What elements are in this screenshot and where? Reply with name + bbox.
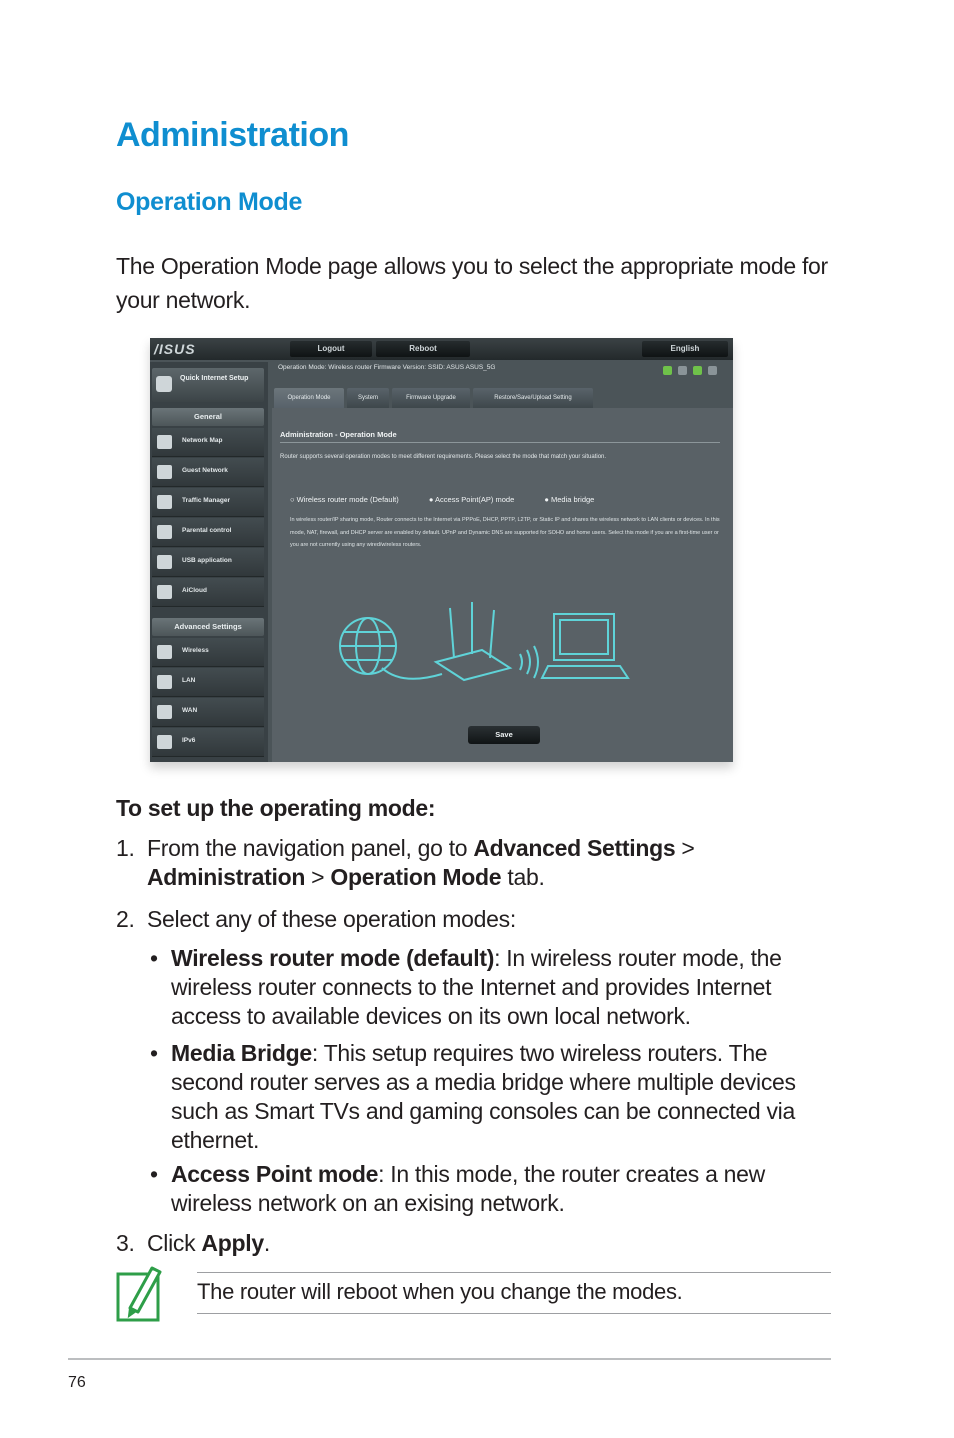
save-button[interactable]: Save xyxy=(468,726,540,744)
sidebar-item-label: USB application xyxy=(182,557,232,564)
router-sidebar xyxy=(150,362,268,762)
general-header: General xyxy=(152,408,264,426)
wifi-icon xyxy=(157,645,172,659)
step-text: Click xyxy=(147,1230,202,1256)
bullet: • xyxy=(150,1040,158,1066)
bullet-text: : In this mode, the router creates a new wireless network on an exising network. xyxy=(171,1161,765,1216)
laptop-icon xyxy=(542,614,628,678)
router-tabs xyxy=(272,388,732,408)
radio-access-point[interactable]: ● Access Point(AP) mode xyxy=(428,495,515,504)
router-topbar xyxy=(150,338,733,360)
usb-icon xyxy=(157,555,172,569)
sidebar-item-label: Network Map xyxy=(182,437,223,444)
bullet-access-point-mode xyxy=(171,1160,831,1218)
router-icon xyxy=(436,602,510,680)
emphasis: Operation Mode xyxy=(330,864,502,890)
bullet-text: : This setup requires two wireless routers. The second router serves as a media bridge where multiple devices such as Smart TVs and gaming consoles can be connected via ethernet. xyxy=(171,1040,796,1153)
bullet-term: Access Point mode xyxy=(171,1161,379,1187)
status-icon xyxy=(678,366,687,375)
divider xyxy=(197,1272,831,1273)
router-content-panel xyxy=(272,408,733,762)
sidebar-item-label: AiCloud xyxy=(182,587,207,594)
bullet: • xyxy=(150,1161,158,1187)
sidebar-item-label: LAN xyxy=(182,677,196,684)
divider xyxy=(197,1313,831,1314)
emphasis: Administration xyxy=(147,864,306,890)
tab-system[interactable]: System xyxy=(347,388,389,408)
mode-description: In wireless router/IP sharing mode, Router connects to the Internet via PPPoE, DHCP, PPTP, L2TP, or Static IP and shares the wireless network to LAN clients or devices. In this mode, NAT, firewall, and DHCP server are enabled by default. UPnP and Dynamic DNS are supported for SOHO and home users. Select this mode if you are a first-time user or you are not currently using any wired/wireless routers. xyxy=(290,517,720,548)
sidebar-item-aicloud[interactable] xyxy=(152,578,264,607)
procedure-heading: To set up the operating mode: xyxy=(116,795,436,821)
bullet-text: : In wireless router mode, the wireless router connects to the Internet and provides Internet access to available devices on its own local network. xyxy=(171,945,782,1029)
ipv6-icon xyxy=(157,735,172,749)
sidebar-item-guest-network[interactable] xyxy=(152,458,264,487)
status-icon xyxy=(693,366,702,375)
quick-setup-item[interactable] xyxy=(152,368,264,402)
guest-network-icon xyxy=(157,465,172,479)
router-info-bar: Operation Mode: Wireless router Firmware Version: SSID: ASUS ASUS_5G xyxy=(278,364,496,371)
sidebar-item-traffic-manager[interactable] xyxy=(152,488,264,517)
step-2: Select any of these operation modes: xyxy=(147,906,516,932)
advanced-header: Advanced Settings xyxy=(152,618,264,636)
emphasis: Advanced Settings xyxy=(473,835,676,861)
sidebar-item-label: Wireless xyxy=(182,647,209,654)
step-text: . xyxy=(263,1230,270,1256)
wand-icon xyxy=(156,376,172,392)
traffic-icon xyxy=(157,495,172,509)
option-label: Media bridge xyxy=(550,495,595,504)
language-select[interactable]: English xyxy=(642,341,728,357)
sidebar-item-wan[interactable] xyxy=(152,698,264,727)
sidebar-item-label: WAN xyxy=(182,707,198,714)
bullet-term: Media Bridge xyxy=(171,1040,312,1066)
intro-paragraph: The Operation Mode page allows you to select the appropriate mode for your network. xyxy=(116,253,828,313)
emphasis: Apply xyxy=(201,1230,264,1256)
sidebar-item-usb-application[interactable] xyxy=(152,548,264,577)
note-pencil-icon xyxy=(116,1264,162,1322)
divider xyxy=(280,442,720,443)
sidebar-item-parental-control[interactable] xyxy=(152,518,264,547)
mode-options xyxy=(290,495,622,504)
home-icon xyxy=(157,675,172,689)
page-heading: Administration xyxy=(116,116,349,154)
bullet-media-bridge xyxy=(171,1039,831,1155)
router-screenshot xyxy=(150,338,733,762)
step-3 xyxy=(147,1229,747,1258)
bullet-term: Wireless router mode (default) xyxy=(171,945,495,971)
section-heading: Operation Mode xyxy=(116,188,303,216)
radio-media-bridge[interactable]: ● Media bridge xyxy=(544,495,595,504)
mode-illustration xyxy=(332,588,652,708)
tab-operation-mode[interactable]: Operation Mode xyxy=(274,388,344,408)
step-text: > xyxy=(675,835,695,861)
globe-icon xyxy=(157,705,172,719)
step-number: 3. xyxy=(116,1230,135,1256)
sidebar-item-ipv6[interactable] xyxy=(152,728,264,757)
network-map-icon xyxy=(157,435,172,449)
sidebar-item-lan[interactable] xyxy=(152,668,264,697)
footer-divider xyxy=(68,1358,831,1360)
sidebar-item-label: IPv6 xyxy=(182,737,196,744)
quick-setup-label: Quick Internet Setup xyxy=(180,375,249,382)
step-number: 2. xyxy=(116,906,135,932)
panel-description: Router supports several operation modes to meet different requirements. Please select the mode that match your situation. xyxy=(280,454,607,460)
panel-title: Administration - Operation Mode xyxy=(280,430,397,439)
step-text: tab. xyxy=(501,864,545,890)
reboot-button[interactable]: Reboot xyxy=(376,341,470,357)
page-number: 76 xyxy=(68,1374,86,1391)
tab-restore-settings[interactable]: Restore/Save/Upload Setting xyxy=(473,388,593,408)
sidebar-item-label: Guest Network xyxy=(182,467,228,474)
step-text: > xyxy=(305,864,331,890)
cloud-icon xyxy=(157,585,172,599)
option-label: Access Point(AP) mode xyxy=(435,495,515,504)
asus-logo: /ISUS xyxy=(154,341,196,357)
parental-icon xyxy=(157,525,172,539)
radio-wireless-router[interactable]: ○ Wireless router mode (Default) xyxy=(290,495,399,504)
bullet: • xyxy=(150,945,158,971)
sidebar-item-label: Traffic Manager xyxy=(182,497,231,504)
step-1 xyxy=(147,834,807,892)
status-icon xyxy=(708,366,717,375)
tab-firmware-upgrade[interactable]: Firmware Upgrade xyxy=(392,388,470,408)
bullet-wireless-router-mode xyxy=(171,944,831,1031)
step-number: 1. xyxy=(116,835,135,861)
sidebar-item-network-map[interactable] xyxy=(152,428,264,457)
note-text: The router will reboot when you change the modes. xyxy=(197,1279,683,1304)
sidebar-item-wireless[interactable] xyxy=(152,638,264,667)
step-text: From the navigation panel, go to xyxy=(147,835,474,861)
sidebar-item-label: Parental control xyxy=(182,527,232,534)
logout-button[interactable]: Logout xyxy=(290,341,372,357)
option-label: Wireless router mode (Default) xyxy=(296,495,399,504)
status-icon xyxy=(663,366,672,375)
